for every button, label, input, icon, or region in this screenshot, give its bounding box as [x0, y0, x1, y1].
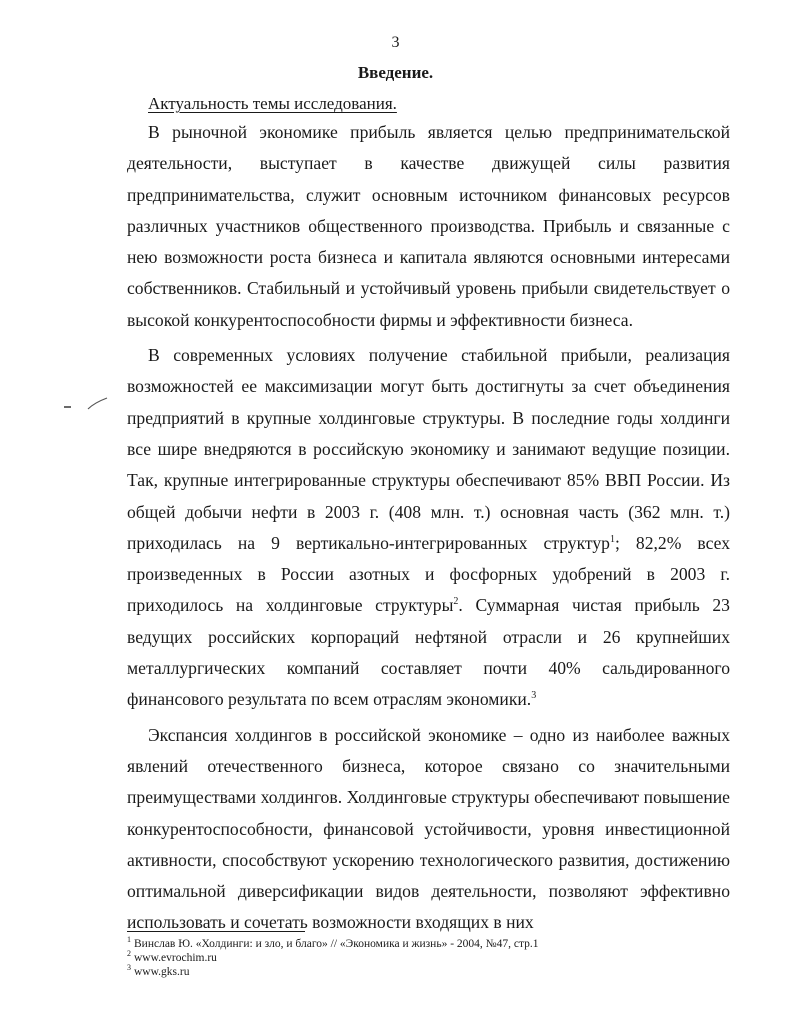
footnote-number: 2	[127, 949, 131, 959]
page-number: 3	[391, 34, 400, 51]
footnote-ref: 2	[453, 596, 459, 608]
paragraph-text-segment: В современных условиях получение стабильной прибыли, реализация возможностей ее максимизации могут быть достигнуты за счет объединения предприятий в крупные холдинговые структуры. В последние годы холдинги все шире внедряются в российскую экономику и занимают ведущие позиции. Так, крупные интегрированные структуры обеспечивают 85% ВВП России. Из общей добычи нефти в 2003 г. (408 млн. т.) основная часть (362 млн. т.) приходилась на 9 вертикально-интегрированных структур	[127, 345, 730, 553]
footnote-text: www.gks.ru	[134, 966, 190, 978]
footnote-text: Винслав Ю. «Холдинги: и зло, и благо» // «Экономика и жизнь» - 2004, №47, стр.1	[134, 938, 539, 950]
subsection-heading: Актуальность темы исследования.	[148, 94, 397, 113]
footnote-ref: 1	[609, 534, 615, 545]
paragraph-holding-structures	[127, 340, 730, 716]
body-text	[127, 117, 730, 939]
section-heading: Введение.	[357, 63, 434, 82]
footnote-divider	[127, 931, 305, 932]
paragraph-profit-role: В рыночной экономике прибыль является целью предпринимательской деятельности, выступает в качестве движущей силы развития предпринимательства, служит основным источником финансовых ресурсов различных участников общественного производства. Прибыль и связанные с нею возможности роста бизнеса и капитала являются основными интересами собственников. Стабильный и устойчивый уровень прибыли свидетельствует о высокой конкурентоспособности фирмы и эффективности бизнеса.	[127, 122, 730, 330]
paragraph-text-segment: . Суммарная чистая прибыль 23 ведущих российских корпораций нефтяной отрасли и 26 крупнейших металлургических компаний составляет почти 40% сальдированного финансового результата по всем отраслям экономики.	[127, 595, 730, 710]
paragraph-text-segment: ; 82,2% всех произведенных в России азотных и фосфорных удобрений в 2003 г. приходилось на холдинговые структуры	[127, 532, 730, 616]
footnote	[127, 951, 730, 965]
footnote-ref: 3	[531, 690, 537, 702]
footnote-text: www.evrochim.ru	[134, 952, 217, 964]
footnote	[127, 937, 730, 951]
paragraph-holding-expansion: Экспансия холдингов в российской экономике – одно из наиболее важных явлений отечественного бизнеса, которое связано со значительными преимуществами холдингов. Холдинговые структуры обеспечивают повышение конкурентоспособности, финансовой устойчивости, уровня инвестиционной активности, способствуют ускорению технологического развития, достижению оптимальной диверсификации видов деятельности, позволяют эффективно использовать и сочетать возможности входящих в них	[127, 724, 730, 933]
footnote-number: 1	[127, 935, 131, 945]
scan-artifact-mark	[62, 395, 110, 413]
footnotes	[127, 937, 730, 979]
footnote	[127, 965, 730, 979]
footnote-number: 3	[127, 963, 131, 973]
